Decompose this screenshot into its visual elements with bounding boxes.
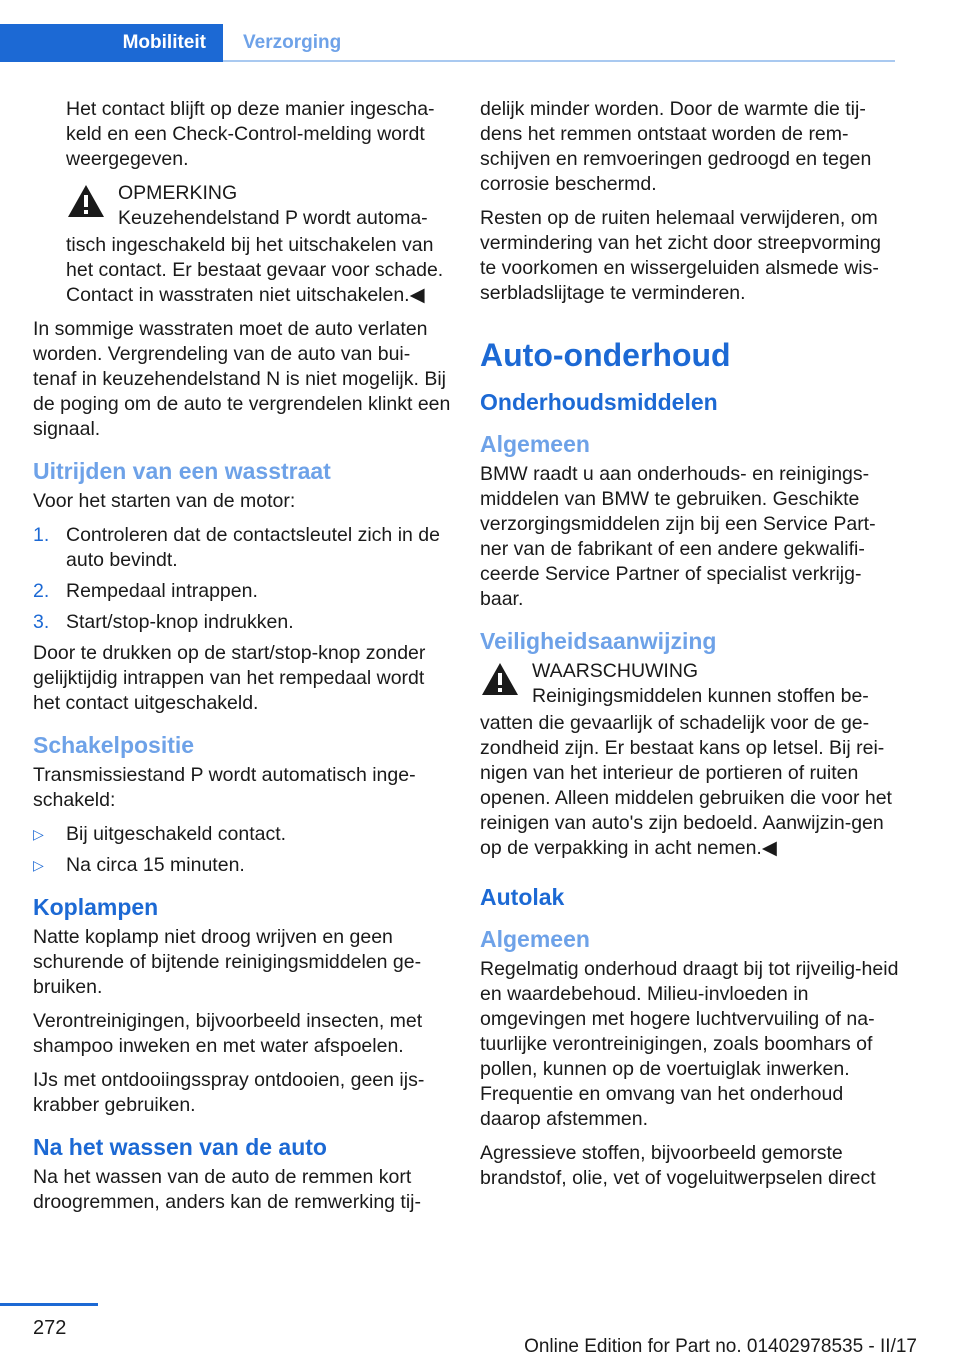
heading-uitrijden: Uitrijden van een wasstraat: [33, 458, 331, 484]
note-first-line: Keuzehendelstand P wordt automa-: [118, 207, 428, 229]
list-item: [33, 579, 453, 604]
note-text: tisch ingeschakeld bij het uitschakelen van het contact. Er bestaat gevaar voor schade. Contact in wasstraten niet uitschakelen.◀: [66, 234, 444, 306]
paragraph: Voor het starten van de motor:: [33, 490, 296, 512]
left-column: [33, 97, 453, 1224]
paragraph: Regelmatig onderhoud draagt bij tot rijveilig-heid en waardebehoud. Milieu-invloeden in omgevingen met hogere luchtvervuiling of na-tuurlijke verontreinigingen, zoals boomhars of pollen, kunnen op de voertuiglak inwerken. Frequentie en omvang van het onderhoud daarop afstemmen.: [480, 958, 899, 1130]
heading-onderhoudsmiddelen: Onderhoudsmiddelen: [480, 389, 718, 415]
step-number: 2.: [33, 580, 50, 602]
step-number: 1.: [33, 524, 50, 546]
footer-rule: [0, 1303, 98, 1306]
list-item: [33, 822, 453, 847]
paragraph: In sommige wasstraten moet de auto verlaten worden. Vergrendeling van de auto van bui-tenaf in keuzehendelstand N is niet mogelijk. Bij de poging om de auto te vergrendelen klinkt een signaal.: [33, 318, 451, 440]
heading-auto-onderhoud: Auto-onderhoud: [480, 337, 731, 373]
page-number: 272: [33, 1317, 67, 1339]
heading-schakelpositie: Schakelpositie: [33, 732, 195, 758]
warning-text: vatten die gevaarlijk of schadelijk voor de ge-zondheid zijn. Er bestaat kans op letsel. Bij rei-nigen van het interieur de portieren of ruiten openen. Alleen middelen gebruiken die voor het reinigen van auto's zijn bedoeld. Aanwijzin-gen op de verpakking in acht nemen.◀: [480, 712, 892, 859]
paragraph: Het contact blijft op deze manier ingescha-keld en een Check-Control-melding wordt weergegeven.: [66, 98, 435, 170]
note-heading: OPMERKING: [118, 182, 238, 204]
heading-algemeen: Algemeen: [480, 431, 590, 457]
paragraph: delijk minder worden. Door de warmte die tij-dens het remmen ontstaat worden de rem-schijven en remvoeringen gedroogd en tegen corrosie beschermd.: [480, 98, 872, 195]
paragraph: Transmissiestand P wordt automatisch inge-schakeld:: [33, 764, 416, 811]
heading-na-het-wassen: Na het wassen van de auto: [33, 1134, 327, 1160]
bullet-text: Na circa 15 minuten.: [66, 854, 245, 876]
warning-first-line: Reinigingsmiddelen kunnen stoffen be-: [532, 685, 869, 707]
heading-autolak: Autolak: [480, 884, 565, 910]
edition-text: Online Edition for Part no. 01402978535 - II/17: [524, 1336, 917, 1357]
list-item: [33, 523, 453, 573]
tab-mobiliteit[interactable]: Mobiliteit: [0, 24, 223, 62]
paragraph: Resten op de ruiten helemaal verwijderen, om vermindering van het zicht door streepvorming te voorkomen en wissergeluiden alsmede wis-serbladslijtage te verminderen.: [480, 207, 882, 304]
step-number: 3.: [33, 611, 50, 633]
step-text: Controleren dat de contactsleutel zich in de auto bevindt.: [66, 524, 440, 571]
tab-verzorging[interactable]: Verzorging: [243, 32, 342, 53]
warning-triangle-icon: [66, 183, 106, 219]
paragraph: Verontreinigingen, bijvoorbeeld insecten, met shampoo inweken en met water afspoelen.: [33, 1010, 423, 1057]
warning-block: [480, 659, 900, 709]
heading-algemeen: Algemeen: [480, 926, 590, 952]
bullet-text: Bij uitgeschakeld contact.: [66, 823, 287, 845]
warning-triangle-icon: [480, 661, 520, 697]
paragraph: BMW raadt u aan onderhouds- en reinigings-middelen van BMW te gebruiken. Geschikte verzorgingsmiddelen zijn bij een Service Part-ner van de fabrikant of een andere gekwalifi-ceerde Service Partner of specialist verkrijg-baar.: [480, 463, 876, 610]
heading-koplampen: Koplampen: [33, 894, 159, 920]
paragraph: IJs met ontdooiingsspray ontdooien, geen ijs-krabber gebruiken.: [33, 1069, 425, 1116]
paragraph: Door te drukken op de start/stop-knop zonder gelijktijdig intrappen van het rempedaal wordt het contact uitgeschakeld.: [33, 642, 426, 714]
bullet-list: [33, 822, 453, 878]
chapter-tabs: [0, 24, 895, 62]
paragraph: Na het wassen van de auto de remmen kort droogremmen, anders kan de remwerking tij-: [33, 1166, 422, 1213]
paragraph: Agressieve stoffen, bijvoorbeeld gemorste brandstof, olie, vet of vogeluitwerpselen direct: [480, 1142, 876, 1189]
list-item: [33, 610, 453, 635]
heading-veiligheidsaanwijzing: Veiligheidsaanwijzing: [480, 628, 717, 654]
step-text: Start/stop-knop indrukken.: [66, 611, 294, 633]
step-text: Rempedaal intrappen.: [66, 580, 258, 602]
list-item: [33, 853, 453, 878]
warning-heading: WAARSCHUWING: [532, 660, 699, 682]
steps-list: [33, 523, 453, 635]
triangle-bullet-icon: ▷: [33, 826, 44, 842]
triangle-bullet-icon: ▷: [33, 857, 44, 873]
tab-divider: [223, 60, 895, 62]
right-column: [480, 97, 900, 1200]
note-block: [33, 181, 453, 231]
paragraph: Natte koplamp niet droog wrijven en geen schurende of bijtende reinigingsmiddelen ge-bruiken.: [33, 926, 422, 998]
